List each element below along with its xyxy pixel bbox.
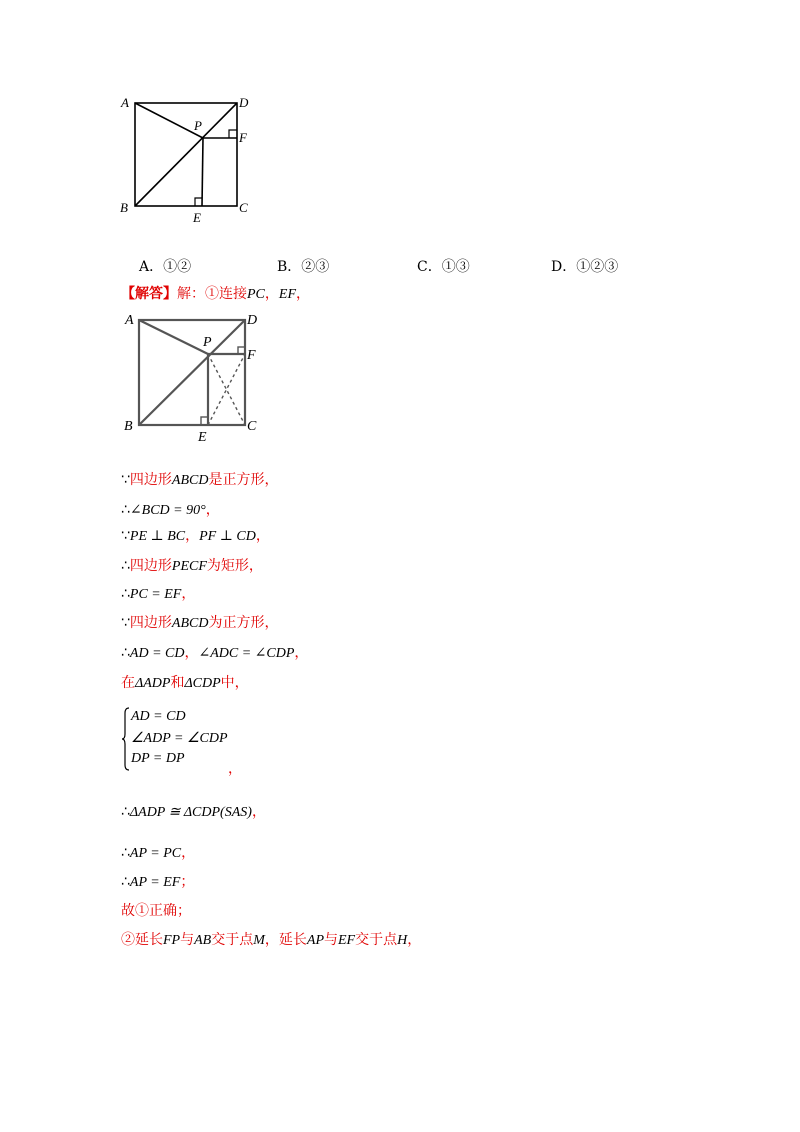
proof-line-1: ∵四边形ABCD是正方形， [121, 472, 279, 488]
choice-b: B．②③ [277, 259, 330, 275]
label-D: D [247, 313, 258, 328]
label-E: E [198, 430, 207, 445]
system-row-1: AD = CD [131, 709, 186, 724]
answer-header: 【解答】解：①连接PC，EF， [121, 286, 310, 302]
label-C: C [239, 200, 248, 215]
proof-line-6: ∵四边形ABCD为正方形， [121, 615, 279, 631]
brace-icon [121, 707, 131, 771]
label-F: F [239, 130, 247, 145]
label-F: F [247, 348, 256, 363]
figure-square-1 [115, 90, 260, 230]
proof-line-7: ∴AD = CD，∠ADC = ∠CDP， [121, 645, 309, 661]
label-A: A [125, 313, 134, 328]
choice-a: A．①② [139, 259, 192, 275]
proof-line-2: ∴∠BCD = 90°， [121, 502, 220, 518]
label-P: P [203, 335, 212, 350]
figure-square-2 [115, 305, 275, 445]
conclusion-line-3: ∴AP = EF； [121, 874, 195, 890]
choice-d: D．①②③ [551, 259, 619, 275]
proof-line-3: ∵PE ⊥ BC，PF ⊥ CD， [121, 528, 270, 544]
system-row-3: DP = DP [131, 751, 185, 766]
proof-line-4: ∴四边形PECF为矩形， [121, 558, 263, 574]
label-C: C [247, 419, 257, 434]
system-trailing-comma: ， [228, 761, 242, 777]
choice-c: C．①③ [417, 259, 470, 275]
label-A: A [121, 95, 129, 110]
proof-line-5: ∴PC = EF， [121, 586, 196, 602]
conclusion-line-1: ∴ΔADP ≅ ΔCDP(SAS)， [121, 804, 266, 820]
system-row-2: ∠ADP = ∠CDP [131, 731, 228, 746]
verdict-line: 故①正确； [121, 903, 191, 919]
conclusion-line-2: ∴AP = PC， [121, 845, 196, 861]
label-P: P [194, 118, 202, 133]
label-D: D [239, 95, 249, 110]
label-E: E [193, 210, 201, 225]
part2-line: ②延长FP与AB交于点M，延长AP与EF交于点H， [121, 932, 422, 948]
proof-line-8: 在ΔADP和ΔCDP中， [121, 675, 249, 691]
label-B: B [120, 200, 128, 215]
label-B: B [124, 419, 133, 434]
